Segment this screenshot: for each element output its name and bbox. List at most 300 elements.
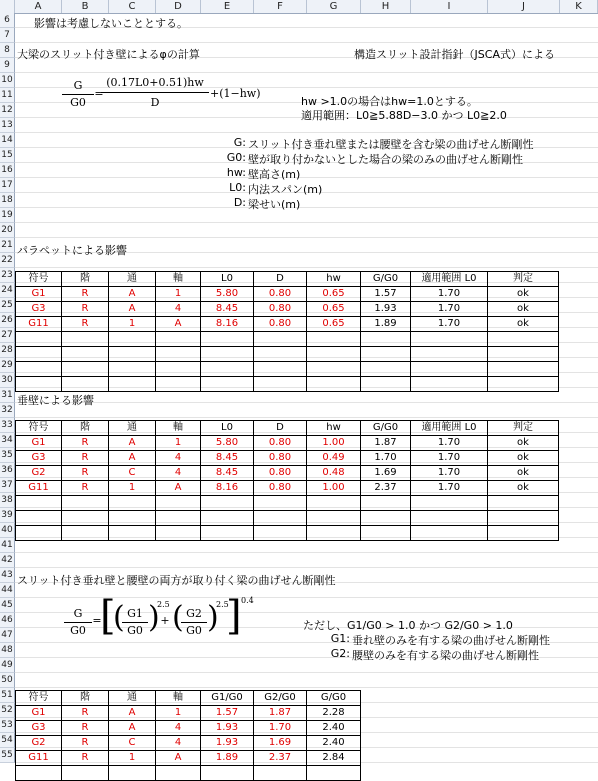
column-header-f[interactable]: F — [254, 0, 307, 13]
combined-table — [15, 690, 361, 781]
column-header-d[interactable]: D — [156, 0, 201, 13]
table-header-cell[interactable]: G/G0 — [307, 691, 361, 706]
table-cell-empty[interactable] — [16, 511, 62, 526]
table-cell[interactable]: R — [62, 481, 109, 496]
table-cell[interactable]: 0.80 — [254, 451, 307, 466]
table-cell[interactable]: C — [109, 736, 156, 751]
row-header-7[interactable]: 7 — [0, 28, 15, 43]
table-cell[interactable]: 0.80 — [254, 466, 307, 481]
table-cell[interactable]: ok — [488, 466, 559, 481]
table-cell-empty[interactable] — [411, 526, 488, 541]
table-cell[interactable]: G11 — [16, 751, 62, 766]
table-cell[interactable]: 5.80 — [201, 436, 254, 451]
table-row — [16, 317, 559, 332]
column-header-b[interactable]: B — [62, 0, 109, 13]
table-cell[interactable]: 1.93 — [201, 736, 254, 751]
table-cell[interactable]: 1.70 — [411, 317, 488, 332]
table-cell-empty[interactable] — [307, 332, 361, 347]
table-cell[interactable]: ok — [488, 302, 559, 317]
table-cell-empty[interactable] — [307, 362, 361, 377]
table-header-cell[interactable]: 符号 — [16, 421, 62, 436]
table-cell[interactable]: 1 — [156, 436, 201, 451]
row-header-20[interactable]: 20 — [0, 223, 15, 238]
table-cell[interactable]: 1.70 — [411, 302, 488, 317]
table-cell-empty[interactable] — [411, 511, 488, 526]
table-cell[interactable]: R — [62, 751, 109, 766]
table-header-cell[interactable]: hw — [307, 421, 361, 436]
table-cell[interactable]: 1.70 — [361, 451, 411, 466]
row-header-9[interactable]: 9 — [0, 58, 15, 73]
table-cell-empty[interactable] — [156, 362, 201, 377]
table-cell-empty[interactable] — [62, 362, 109, 377]
table-cell-empty[interactable] — [361, 362, 411, 377]
table-cell-empty[interactable] — [156, 496, 201, 511]
heading-guide: 構造スリット設計指針（JSCA式）による — [354, 48, 555, 61]
table-cell-empty[interactable] — [62, 347, 109, 362]
table-empty-row — [16, 766, 361, 781]
table-cell-empty[interactable] — [307, 347, 361, 362]
table-cell-empty[interactable] — [156, 332, 201, 347]
row-header-14[interactable]: 14 — [0, 133, 15, 148]
row-header-17[interactable]: 17 — [0, 178, 15, 193]
table-cell-empty[interactable] — [16, 347, 62, 362]
table-cell-empty[interactable] — [156, 347, 201, 362]
table-cell-empty[interactable] — [488, 332, 559, 347]
table-header-cell[interactable]: L0 — [201, 421, 254, 436]
table-cell[interactable]: 1.89 — [201, 751, 254, 766]
table-cell[interactable]: 8.45 — [201, 466, 254, 481]
table-cell[interactable]: ok — [488, 317, 559, 332]
table-cell-empty[interactable] — [254, 377, 307, 392]
table-cell[interactable]: 4 — [156, 302, 201, 317]
note-top: 影響は考慮しないこととする。 — [34, 17, 188, 30]
table-cell-empty[interactable] — [201, 766, 254, 781]
table-cell[interactable]: 1.00 — [307, 436, 361, 451]
row-header-24[interactable]: 24 — [0, 283, 15, 298]
row-header-25[interactable]: 25 — [0, 298, 15, 313]
table-cell-empty[interactable] — [254, 362, 307, 377]
table-cell-empty[interactable] — [62, 526, 109, 541]
row-header-34[interactable]: 34 — [0, 433, 15, 448]
table-cell-empty[interactable] — [254, 526, 307, 541]
table-cell[interactable]: 8.16 — [201, 317, 254, 332]
table-cell[interactable]: 8.45 — [201, 451, 254, 466]
table-cell[interactable]: 2.40 — [307, 736, 361, 751]
table-header-cell[interactable]: G/G0 — [361, 421, 411, 436]
row-header-53[interactable]: 53 — [0, 718, 15, 733]
row-header-29[interactable]: 29 — [0, 358, 15, 373]
definition-key: D: — [233, 196, 246, 209]
table-header-cell[interactable]: 符号 — [16, 691, 62, 706]
table-cell-empty[interactable] — [62, 766, 109, 781]
table-header-cell[interactable]: 適用範囲 L0 — [411, 272, 488, 287]
table-cell[interactable]: 1.57 — [361, 287, 411, 302]
table-cell[interactable]: 1 — [109, 751, 156, 766]
table-header-cell[interactable]: G2/G0 — [254, 691, 307, 706]
table-cell[interactable]: 1.69 — [254, 736, 307, 751]
row-header-39[interactable]: 39 — [0, 508, 15, 523]
column-header-e[interactable]: E — [201, 0, 254, 13]
table-cell-empty[interactable] — [307, 377, 361, 392]
table-cell[interactable]: ok — [488, 481, 559, 496]
table-cell-empty[interactable] — [488, 362, 559, 377]
table-cell[interactable]: ok — [488, 436, 559, 451]
table-cell-empty[interactable] — [254, 347, 307, 362]
table-cell[interactable]: 2.40 — [307, 721, 361, 736]
table-cell[interactable]: G1 — [16, 287, 62, 302]
row-header-52[interactable]: 52 — [0, 703, 15, 718]
row-header-31[interactable]: 31 — [0, 388, 15, 403]
table-cell-empty[interactable] — [254, 332, 307, 347]
formula2-exp-2: 2.5 — [216, 600, 229, 609]
row-header-15[interactable]: 15 — [0, 148, 15, 163]
table-cell[interactable]: 8.45 — [201, 302, 254, 317]
row-header-28[interactable]: 28 — [0, 343, 15, 358]
table-cell[interactable]: G1 — [16, 706, 62, 721]
row-header-33[interactable]: 33 — [0, 418, 15, 433]
formula2-t2-den: G0 — [186, 624, 202, 637]
table-cell[interactable]: 1.00 — [307, 481, 361, 496]
table-cell[interactable]: G1 — [16, 436, 62, 451]
table-header-cell[interactable]: 階 — [62, 272, 109, 287]
table-cell[interactable]: A — [109, 451, 156, 466]
table-cell[interactable]: 4 — [156, 466, 201, 481]
table-cell-empty[interactable] — [411, 362, 488, 377]
table-cell[interactable]: 2.84 — [307, 751, 361, 766]
table-cell[interactable]: R — [62, 466, 109, 481]
table-cell-empty[interactable] — [156, 377, 201, 392]
table-cell-empty[interactable] — [62, 496, 109, 511]
table-cell-empty[interactable] — [16, 332, 62, 347]
section-hanging: 垂壁による影響 — [17, 394, 94, 407]
table-cell[interactable]: G3 — [16, 451, 62, 466]
row-gridline — [15, 42, 598, 43]
table-cell[interactable]: 0.65 — [307, 287, 361, 302]
table-cell-empty[interactable] — [361, 511, 411, 526]
row-header-16[interactable]: 16 — [0, 163, 15, 178]
formula2-outer-bracket-right: ] — [226, 593, 242, 639]
table-cell[interactable]: C — [109, 466, 156, 481]
table-cell[interactable]: R — [62, 302, 109, 317]
row-header-36[interactable]: 36 — [0, 463, 15, 478]
table-cell[interactable]: 1 — [109, 481, 156, 496]
table-cell[interactable]: 1.87 — [254, 706, 307, 721]
row-header-54[interactable]: 54 — [0, 733, 15, 748]
table-header-cell[interactable]: 階 — [62, 691, 109, 706]
table-header-cell[interactable]: 軸 — [156, 272, 201, 287]
table-cell-empty[interactable] — [411, 332, 488, 347]
row-header-30[interactable]: 30 — [0, 373, 15, 388]
formula2-t2-num: G2 — [186, 607, 202, 620]
row-header-23[interactable]: 23 — [0, 268, 15, 283]
table-cell-empty[interactable] — [109, 332, 156, 347]
table-cell-empty[interactable] — [201, 526, 254, 541]
definition-text: 梁せい(m) — [248, 198, 301, 211]
table-cell[interactable]: 0.80 — [254, 317, 307, 332]
table-cell[interactable]: 1 — [156, 287, 201, 302]
table-cell-empty[interactable] — [488, 377, 559, 392]
table-cell-empty[interactable] — [62, 511, 109, 526]
table-cell[interactable]: R — [62, 287, 109, 302]
table-cell-empty[interactable] — [307, 496, 361, 511]
table-empty-row — [16, 347, 559, 362]
table-cell[interactable]: G3 — [16, 721, 62, 736]
table-cell-empty[interactable] — [254, 496, 307, 511]
table-cell-empty[interactable] — [109, 511, 156, 526]
column-header-j[interactable]: J — [488, 0, 560, 13]
table-cell[interactable]: 1.87 — [361, 436, 411, 451]
table-cell-empty[interactable] — [488, 347, 559, 362]
row-header-12[interactable]: 12 — [0, 103, 15, 118]
table-cell[interactable]: A — [109, 706, 156, 721]
definition-key: hw: — [226, 166, 246, 179]
table-header-cell[interactable]: G1/G0 — [201, 691, 254, 706]
table-cell-empty[interactable] — [109, 377, 156, 392]
table-cell[interactable]: R — [62, 317, 109, 332]
table-cell[interactable]: 1.70 — [411, 287, 488, 302]
table-cell[interactable]: A — [156, 317, 201, 332]
table-header-cell[interactable]: 軸 — [156, 691, 201, 706]
table-cell-empty[interactable] — [109, 362, 156, 377]
row-header-26[interactable]: 26 — [0, 313, 15, 328]
table-cell[interactable]: 5.80 — [201, 287, 254, 302]
table-cell[interactable]: 8.16 — [201, 481, 254, 496]
table-row — [16, 436, 559, 451]
table-cell-empty[interactable] — [361, 377, 411, 392]
definition-text: 内法スパン(m) — [248, 183, 323, 196]
table-cell-empty[interactable] — [307, 766, 361, 781]
row-header-42[interactable]: 42 — [0, 553, 15, 568]
table-cell-empty[interactable] — [361, 332, 411, 347]
table-cell[interactable]: G11 — [16, 481, 62, 496]
table-cell-empty[interactable] — [156, 526, 201, 541]
column-header-g[interactable]: G — [307, 0, 361, 13]
table-cell[interactable]: 0.65 — [307, 302, 361, 317]
table-cell[interactable]: A — [109, 302, 156, 317]
table-header-cell[interactable]: G/G0 — [361, 272, 411, 287]
table-cell[interactable]: R — [62, 736, 109, 751]
table-cell[interactable]: 4 — [156, 736, 201, 751]
table-cell[interactable]: A — [109, 721, 156, 736]
row-header-50[interactable]: 50 — [0, 673, 15, 688]
table-cell[interactable]: R — [62, 706, 109, 721]
table-cell[interactable]: G2 — [16, 466, 62, 481]
table-row — [16, 751, 361, 766]
table-cell[interactable]: ok — [488, 287, 559, 302]
row-gridline — [15, 402, 598, 403]
section-both: スリット付き垂れ壁と腰壁の両方が取り付く梁の曲げせん断剛性 — [17, 574, 336, 587]
table-row — [16, 736, 361, 751]
table-cell-empty[interactable] — [411, 347, 488, 362]
column-header-k[interactable]: K — [560, 0, 598, 13]
row-header-43[interactable]: 43 — [0, 568, 15, 583]
table-cell-empty[interactable] — [201, 377, 254, 392]
table-cell[interactable]: 0.65 — [307, 317, 361, 332]
table-header-cell[interactable]: hw — [307, 272, 361, 287]
table-cell-empty[interactable] — [307, 526, 361, 541]
table-cell[interactable]: ok — [488, 451, 559, 466]
column-header-h[interactable]: H — [361, 0, 411, 13]
table-cell[interactable]: 1.70 — [254, 721, 307, 736]
table-cell[interactable]: 1.93 — [201, 721, 254, 736]
table-cell[interactable]: 1.57 — [201, 706, 254, 721]
row-header-49[interactable]: 49 — [0, 658, 15, 673]
table-cell-empty[interactable] — [488, 496, 559, 511]
table-cell-empty[interactable] — [201, 332, 254, 347]
row-header-48[interactable]: 48 — [0, 643, 15, 658]
row-header-19[interactable]: 19 — [0, 208, 15, 223]
table-cell-empty[interactable] — [411, 377, 488, 392]
row-header-10[interactable]: 10 — [0, 73, 15, 88]
table-cell[interactable]: G2 — [16, 736, 62, 751]
table-cell[interactable]: 1.69 — [361, 466, 411, 481]
table-header-cell[interactable]: 判定 — [488, 272, 559, 287]
table-cell[interactable]: 1.70 — [411, 481, 488, 496]
table-cell-empty[interactable] — [488, 526, 559, 541]
formula2-eq: = — [92, 614, 102, 627]
table-cell[interactable]: 0.49 — [307, 451, 361, 466]
row-header-21[interactable]: 21 — [0, 238, 15, 253]
table-cell[interactable]: A — [109, 287, 156, 302]
definition-text: 壁が取り付かないとした場合の梁のみの曲げせん断剛性 — [248, 153, 523, 166]
table-header-cell[interactable]: 通 — [109, 272, 156, 287]
table-cell-empty[interactable] — [201, 496, 254, 511]
column-header-a[interactable]: A — [15, 0, 62, 13]
table-cell-empty[interactable] — [254, 511, 307, 526]
table-empty-row — [16, 377, 559, 392]
row-header-35[interactable]: 35 — [0, 448, 15, 463]
table-cell-empty[interactable] — [361, 526, 411, 541]
table-cell-empty[interactable] — [109, 347, 156, 362]
row-header-45[interactable]: 45 — [0, 598, 15, 613]
table-cell-empty[interactable] — [201, 347, 254, 362]
table-cell-empty[interactable] — [62, 332, 109, 347]
table-cell[interactable]: 1.70 — [411, 466, 488, 481]
column-header-i[interactable]: I — [411, 0, 488, 13]
row-header-51[interactable]: 51 — [0, 688, 15, 703]
table-empty-row — [16, 332, 559, 347]
table-cell-empty[interactable] — [201, 362, 254, 377]
formula1-line — [101, 92, 209, 93]
formula2-paren-right-2: ) — [207, 600, 219, 635]
row-header-6[interactable]: 6 — [0, 13, 15, 28]
table-header-cell[interactable]: D — [254, 272, 307, 287]
row-header-27[interactable]: 27 — [0, 328, 15, 343]
row-gridline — [15, 267, 598, 268]
table-cell-empty[interactable] — [109, 526, 156, 541]
table-cell-empty[interactable] — [488, 511, 559, 526]
formula2-exp-outer: 0.4 — [241, 596, 254, 605]
table-cell[interactable]: 2.28 — [307, 706, 361, 721]
table-cell[interactable]: 1 — [109, 317, 156, 332]
row-header-13[interactable]: 13 — [0, 118, 15, 133]
table-cell[interactable]: 1 — [156, 706, 201, 721]
table-cell[interactable]: R — [62, 721, 109, 736]
table-header-cell[interactable]: L0 — [201, 272, 254, 287]
table-cell[interactable]: 1.70 — [411, 451, 488, 466]
table-cell-empty[interactable] — [16, 766, 62, 781]
table-header-cell[interactable]: 階 — [62, 421, 109, 436]
table-header-cell[interactable]: 適用範囲 L0 — [411, 421, 488, 436]
table-cell[interactable]: 1.93 — [361, 302, 411, 317]
table-cell[interactable]: 1.89 — [361, 317, 411, 332]
table-cell[interactable]: A — [156, 481, 201, 496]
row-header-44[interactable]: 44 — [0, 583, 15, 598]
row-header-18[interactable]: 18 — [0, 193, 15, 208]
table-header-cell[interactable]: 通 — [109, 421, 156, 436]
row-header-11[interactable]: 11 — [0, 88, 15, 103]
table-cell[interactable]: 0.80 — [254, 287, 307, 302]
table-header-cell[interactable]: 判定 — [488, 421, 559, 436]
table-cell-empty[interactable] — [109, 766, 156, 781]
formula2-lhs-line — [64, 622, 92, 623]
row-gridline — [15, 237, 598, 238]
row-header-40[interactable]: 40 — [0, 523, 15, 538]
table-cell[interactable]: 1.70 — [411, 436, 488, 451]
row-header-22[interactable]: 22 — [0, 253, 15, 268]
row-header-47[interactable]: 47 — [0, 628, 15, 643]
row-gridline — [15, 552, 598, 553]
table-cell[interactable]: 0.80 — [254, 436, 307, 451]
table-cell-empty[interactable] — [254, 766, 307, 781]
table-cell-empty[interactable] — [361, 347, 411, 362]
column-header-c[interactable]: C — [109, 0, 156, 13]
table-cell-empty[interactable] — [156, 766, 201, 781]
table-cell-empty[interactable] — [16, 362, 62, 377]
table-cell-empty[interactable] — [307, 511, 361, 526]
row-header-32[interactable]: 32 — [0, 403, 15, 418]
table-cell[interactable]: 0.80 — [254, 302, 307, 317]
table-cell-empty[interactable] — [16, 526, 62, 541]
table-cell-empty[interactable] — [109, 496, 156, 511]
table-cell-empty[interactable] — [201, 511, 254, 526]
row-header-37[interactable]: 37 — [0, 478, 15, 493]
row-header-41[interactable]: 41 — [0, 538, 15, 553]
table-cell[interactable]: A — [109, 436, 156, 451]
table-cell[interactable]: 4 — [156, 721, 201, 736]
table-cell-empty[interactable] — [16, 377, 62, 392]
table-cell-empty[interactable] — [62, 377, 109, 392]
row-gridline — [15, 222, 598, 223]
table-header-cell[interactable]: 通 — [109, 691, 156, 706]
select-all-corner[interactable] — [0, 0, 15, 13]
table-cell[interactable]: G3 — [16, 302, 62, 317]
table-cell[interactable]: G11 — [16, 317, 62, 332]
table-header-cell[interactable]: D — [254, 421, 307, 436]
table-cell[interactable]: 0.48 — [307, 466, 361, 481]
definition-key: G2: — [330, 647, 350, 660]
row-header-38[interactable]: 38 — [0, 493, 15, 508]
table-cell[interactable]: R — [62, 451, 109, 466]
table-cell[interactable]: R — [62, 436, 109, 451]
parapet-table — [15, 271, 559, 392]
table-cell[interactable]: 0.80 — [254, 481, 307, 496]
table-cell[interactable]: 4 — [156, 451, 201, 466]
row-header-55[interactable]: 55 — [0, 748, 15, 763]
row-header-8[interactable]: 8 — [0, 43, 15, 58]
table-cell-empty[interactable] — [156, 511, 201, 526]
table-cell[interactable]: 2.37 — [254, 751, 307, 766]
table-header-cell[interactable]: 軸 — [156, 421, 201, 436]
definition-key: L0: — [229, 181, 246, 194]
table-cell-empty[interactable] — [361, 496, 411, 511]
table-cell-empty[interactable] — [411, 496, 488, 511]
table-cell[interactable]: A — [156, 751, 201, 766]
row-header-46[interactable]: 46 — [0, 613, 15, 628]
table-header-cell[interactable]: 符号 — [16, 272, 62, 287]
table-cell-empty[interactable] — [16, 496, 62, 511]
table-cell[interactable]: 2.37 — [361, 481, 411, 496]
